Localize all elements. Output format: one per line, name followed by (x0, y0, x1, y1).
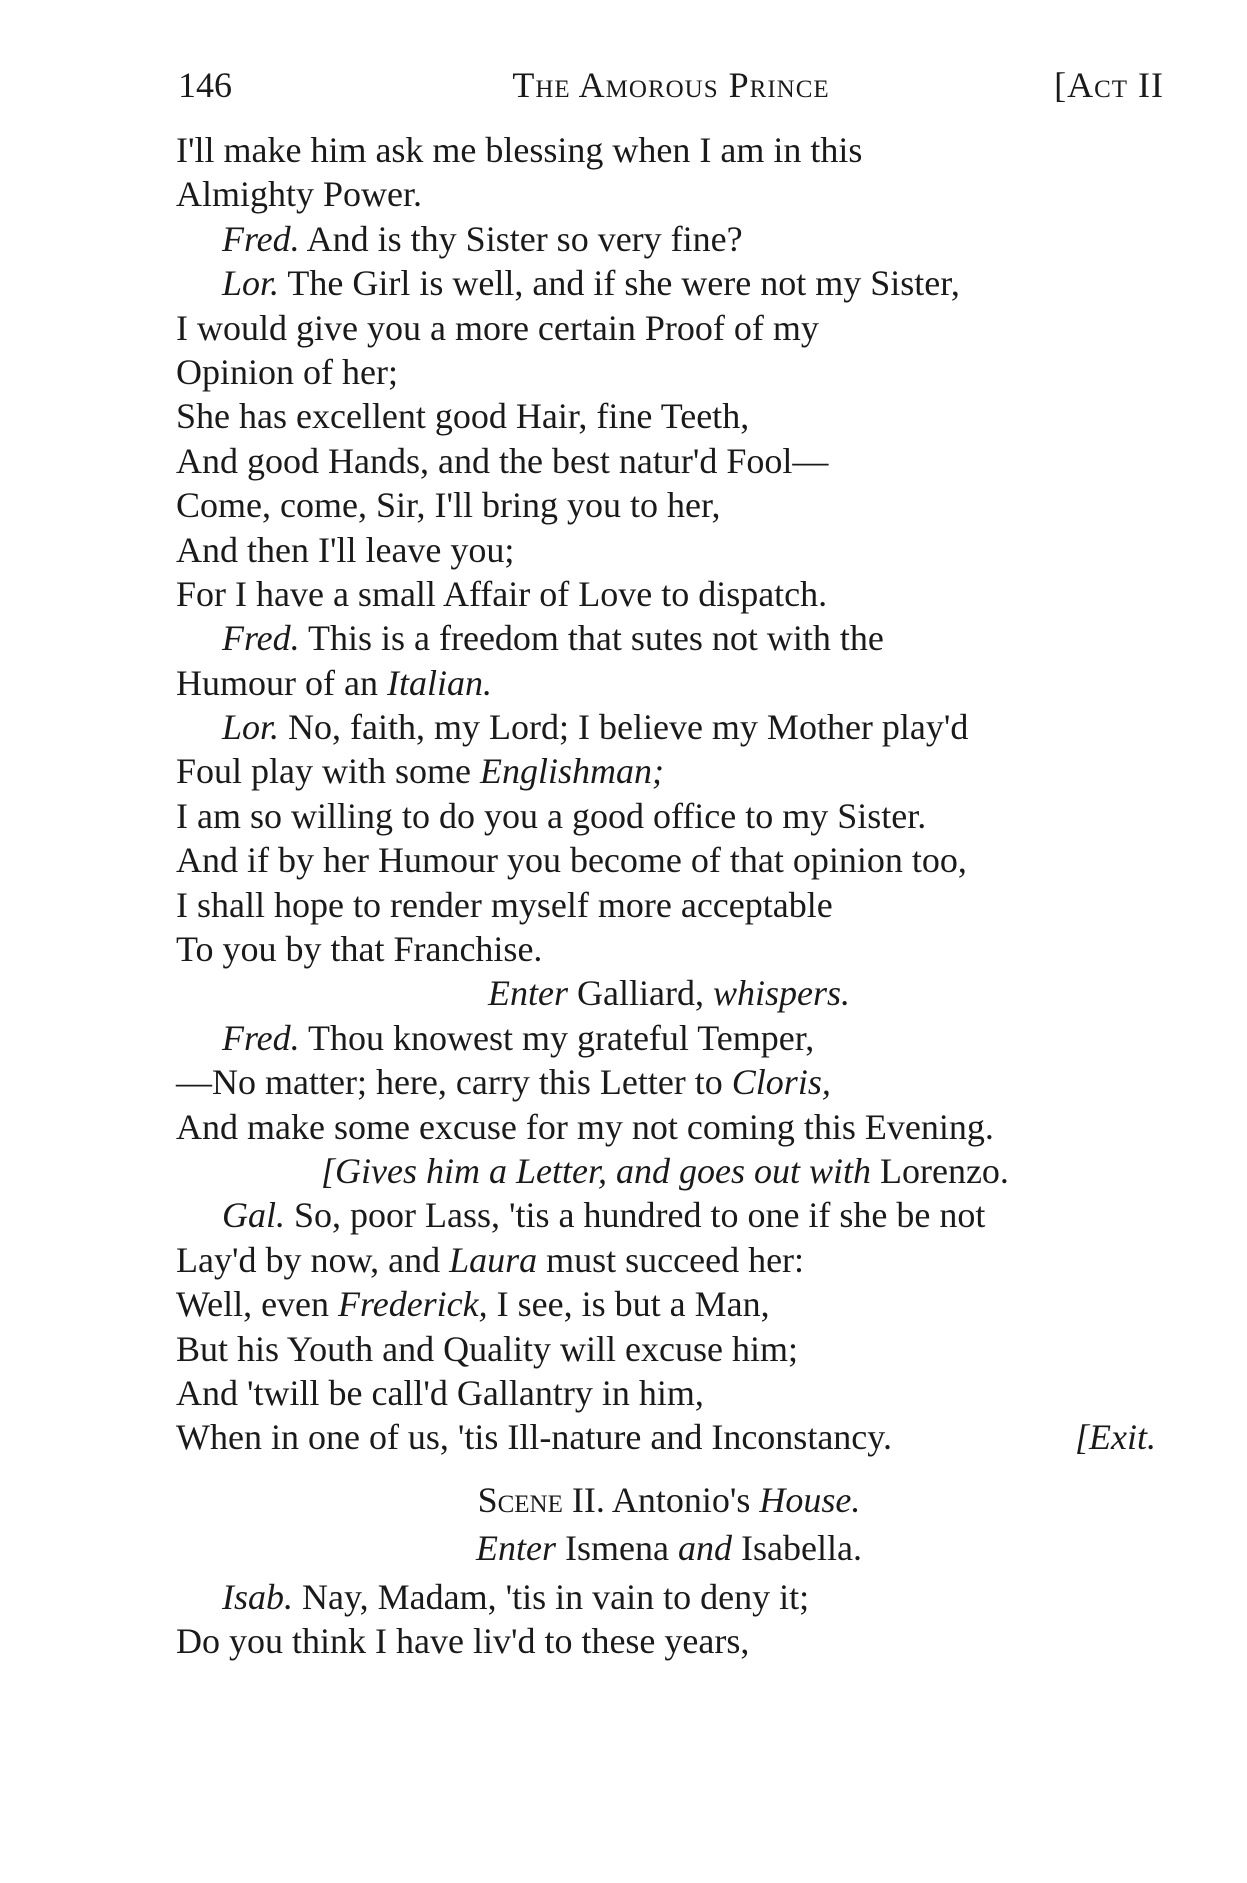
text-line (176, 1415, 1176, 1459)
text-line: And make some excuse for my not coming this Evening. (176, 1106, 994, 1147)
speaker-name: Isab. (222, 1576, 293, 1617)
text-run: must succeed her: (537, 1239, 805, 1280)
text-line (176, 1060, 1176, 1104)
italic-run: Laura (449, 1239, 538, 1280)
play-text (176, 128, 1176, 1663)
text-line: And then I'll leave you; (176, 529, 515, 570)
stage-direction (176, 971, 1176, 1015)
speaker-name: Fred. (222, 1017, 300, 1058)
text-run: When in one of us, 'tis Ill-nature and Inconstancy. (176, 1417, 892, 1458)
text-line: Do you think I have liv'd to these years, (176, 1620, 750, 1661)
speaker-name: Fred. (222, 618, 300, 659)
speech-text: Thou knowest my grateful Temper, (299, 1017, 815, 1058)
text-line: And 'twill be call'd Gallantry in him, (176, 1372, 704, 1413)
text-run: —No matter; here, carry this Letter to (176, 1062, 732, 1103)
speaker-name: Lor. (222, 707, 280, 748)
act-label: [Act II (1054, 65, 1164, 105)
text-line: For I have a small Affair of Love to dispatch. (176, 573, 828, 614)
character-name: Isabella. (732, 1528, 862, 1569)
text-line: I'll make him ask me blessing when I am in this (176, 130, 863, 170)
exit-direction: [Exit. (1075, 1417, 1156, 1458)
running-header (178, 64, 1164, 114)
speech-text: The Girl is well, and if she were not my Sister, (279, 263, 960, 304)
speech-text: This is a freedom that sutes not with the (299, 618, 884, 659)
speech-line (176, 217, 1176, 261)
speech-line (176, 705, 1176, 749)
scene-location: Antonio's (604, 1479, 760, 1520)
text-line: Almighty Power. (176, 174, 423, 215)
text-run: Lay'd by now, and (176, 1239, 450, 1280)
text-run: I see, is but a Man, (487, 1284, 770, 1325)
text-line: And if by her Humour you become of that opinion too, (176, 840, 967, 881)
italic-run: Frederick, (338, 1284, 488, 1325)
italic-run: [Gives him a Letter, and goes out with (321, 1150, 871, 1191)
text-line: I am so willing to do you a good office to my Sister. (176, 795, 927, 836)
stage-direction (176, 1149, 1176, 1193)
text-line (176, 661, 1176, 705)
italic-run: Englishman; (480, 751, 664, 792)
text-line: Opinion of her; (176, 351, 398, 392)
speech-line (176, 1016, 1176, 1060)
italic-run: and (678, 1528, 732, 1569)
scene-heading (176, 1478, 1176, 1522)
text-line (176, 1238, 1176, 1282)
spacer (176, 1460, 1176, 1478)
speech-line (176, 261, 1176, 305)
speech-text: No, faith, my Lord; I believe my Mother play'd (279, 707, 969, 748)
italic-run: Enter (476, 1528, 557, 1569)
character-name: Ismena (556, 1528, 678, 1569)
scene-number: Scene II. (477, 1479, 605, 1520)
text-line: To you by that Franchise. (176, 929, 543, 970)
text-line (176, 1282, 1176, 1326)
speech-line (176, 616, 1176, 660)
text-line: I would give you a more certain Proof of my (176, 307, 819, 348)
text-run: Well, even (176, 1284, 339, 1325)
text-run: Foul play with some (176, 751, 480, 792)
page-number: 146 (178, 65, 232, 105)
text-line: But his Youth and Quality will excuse him; (176, 1328, 799, 1369)
text-run: Humour of an (176, 662, 387, 703)
italic-run: House. (759, 1479, 861, 1520)
speaker-name: Lor. (222, 263, 280, 304)
speech-line (176, 1193, 1176, 1237)
speech-text: Nay, Madam, 'tis in vain to deny it; (293, 1576, 810, 1617)
italic-run: Enter (488, 973, 568, 1014)
italic-run: Cloris, (731, 1062, 831, 1103)
speaker-name: Fred. (222, 218, 300, 259)
character-name: Galliard, (568, 973, 713, 1014)
text-line: I shall hope to render myself more acceptable (176, 884, 833, 925)
speech-text: And is thy Sister so very fine? (299, 218, 743, 259)
speaker-name: Gal. (222, 1195, 285, 1236)
speech-text: So, poor Lass, 'tis a hundred to one if she be not (285, 1195, 986, 1236)
character-name: Lorenzo. (870, 1150, 1009, 1191)
stage-direction (176, 1526, 1176, 1570)
book-title: The Amorous Prince (512, 65, 830, 105)
text-line: She has excellent good Hair, fine Teeth, (176, 396, 750, 437)
italic-run: Italian. (386, 662, 492, 703)
speech-line (176, 1575, 1176, 1619)
text-line: And good Hands, and the best natur'd Fool— (176, 440, 829, 481)
text-line (176, 749, 1176, 793)
text-line: Come, come, Sir, I'll bring you to her, (176, 485, 721, 526)
italic-run: whispers. (712, 973, 850, 1014)
